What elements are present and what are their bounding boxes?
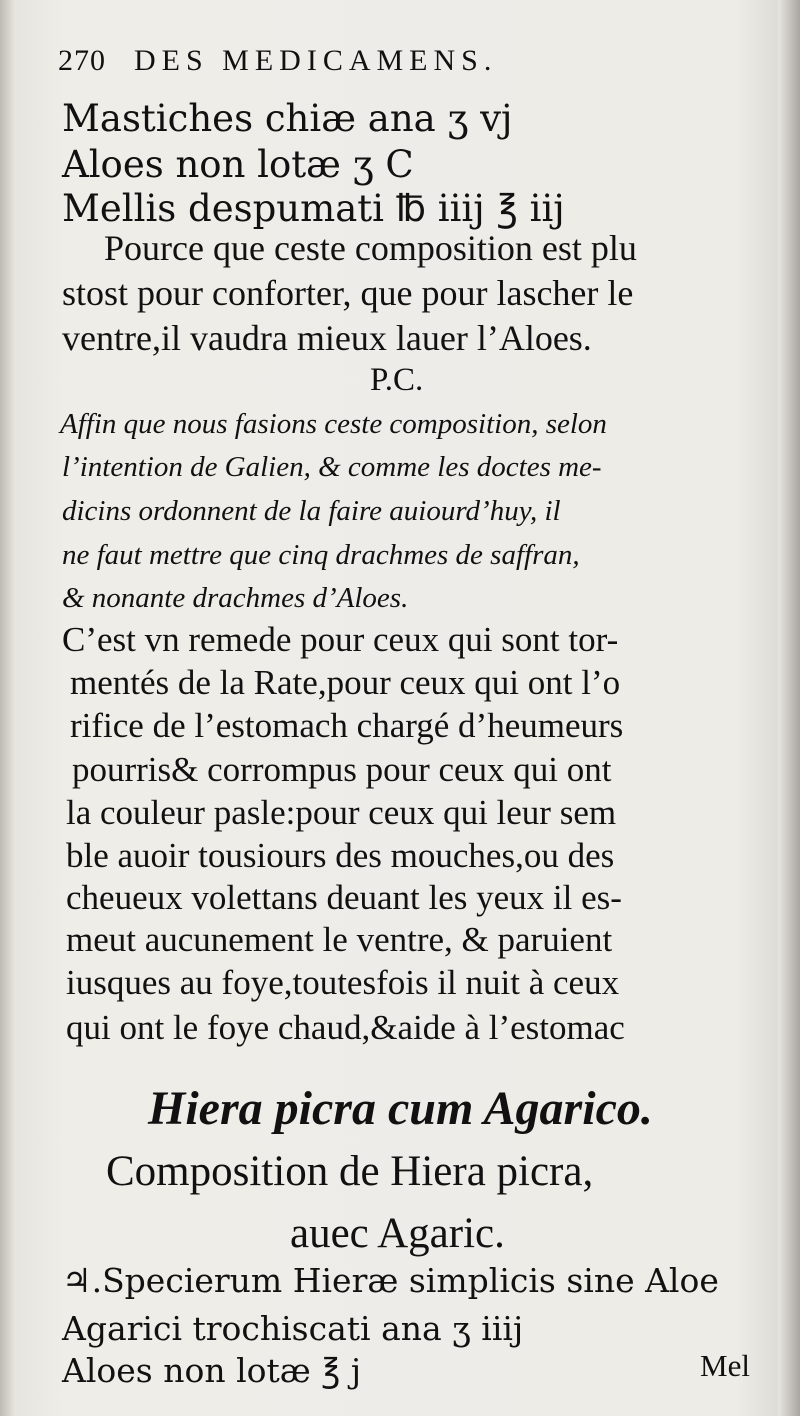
section-title-french: auec Agaric.: [290, 1210, 505, 1257]
paragraph-line: ventre,il vaudra mieux lauer l’Aloes.: [62, 318, 592, 358]
running-title: DES MEDICAMENS.: [134, 44, 498, 77]
page-edge: [778, 0, 800, 1416]
running-head: [58, 46, 497, 76]
recipe-line: Mastiches chiæ ana ʒ vj: [62, 97, 513, 140]
recipe-line: Aloes non lotæ ʒ C: [62, 143, 414, 186]
recipe-line: Agarici trochiscati ana ʒ iiij: [62, 1309, 524, 1348]
section-title-french: Composition de Hiera picra,: [106, 1148, 594, 1195]
paragraph-line: mentés de la Rate,pour ceux qui ont l’o: [70, 663, 621, 702]
page-gutter: [0, 0, 14, 1416]
section-title-latin: Hiera picra cum Agarico.: [148, 1082, 653, 1135]
paragraph-line: cheueux volettans deuant les yeux il es-: [66, 878, 622, 917]
paragraph-line: meut aucunement le ventre, & paruient: [66, 920, 613, 959]
recipe-line: Aloes non lotæ ℥ j: [62, 1351, 362, 1390]
paragraph-line: ble auoir tousiours des mouches,ou des: [66, 836, 615, 875]
italic-note-line: & nonante drachmes d’Aloes.: [62, 582, 409, 614]
recipe-line: ♃.Specierum Hieræ simplicis sine Aloe: [62, 1261, 719, 1300]
initials-heading: P.C.: [370, 362, 424, 398]
catchword: Mel: [700, 1348, 750, 1383]
paragraph-line: stost pour conforter, que pour lascher le: [62, 273, 634, 313]
italic-note-line: ne faut mettre que cinq drachmes de saffran,: [62, 539, 580, 571]
recipe-line: Mellis despumati ℔ iiij ℥ iij: [62, 187, 565, 230]
paragraph-line: pourris& corrompus pour ceux qui ont: [72, 750, 612, 789]
italic-note-line: dicins ordonnent de la faire auiourd’huy, il: [62, 495, 561, 527]
paragraph-line: qui ont le foye chaud,&aide à l’estomac: [66, 1008, 625, 1047]
italic-note-line: l’intention de Galien, & comme les doctes me-: [62, 451, 602, 483]
paragraph-line: la couleur pasle:pour ceux qui leur sem: [66, 793, 617, 832]
italic-note-line: Affin que nous fasions ceste composition, selon: [60, 408, 607, 440]
paragraph-line: rifice de l’estomach chargé d’heumeurs: [70, 706, 624, 745]
page-number: 270: [58, 44, 106, 77]
paragraph-line: Pource que ceste composition est plu: [104, 228, 637, 268]
paragraph-line: C’est vn remede pour ceux qui sont tor-: [62, 620, 619, 659]
paragraph-line: iusques au foye,toutesfois il nuit à ceux: [66, 963, 620, 1002]
